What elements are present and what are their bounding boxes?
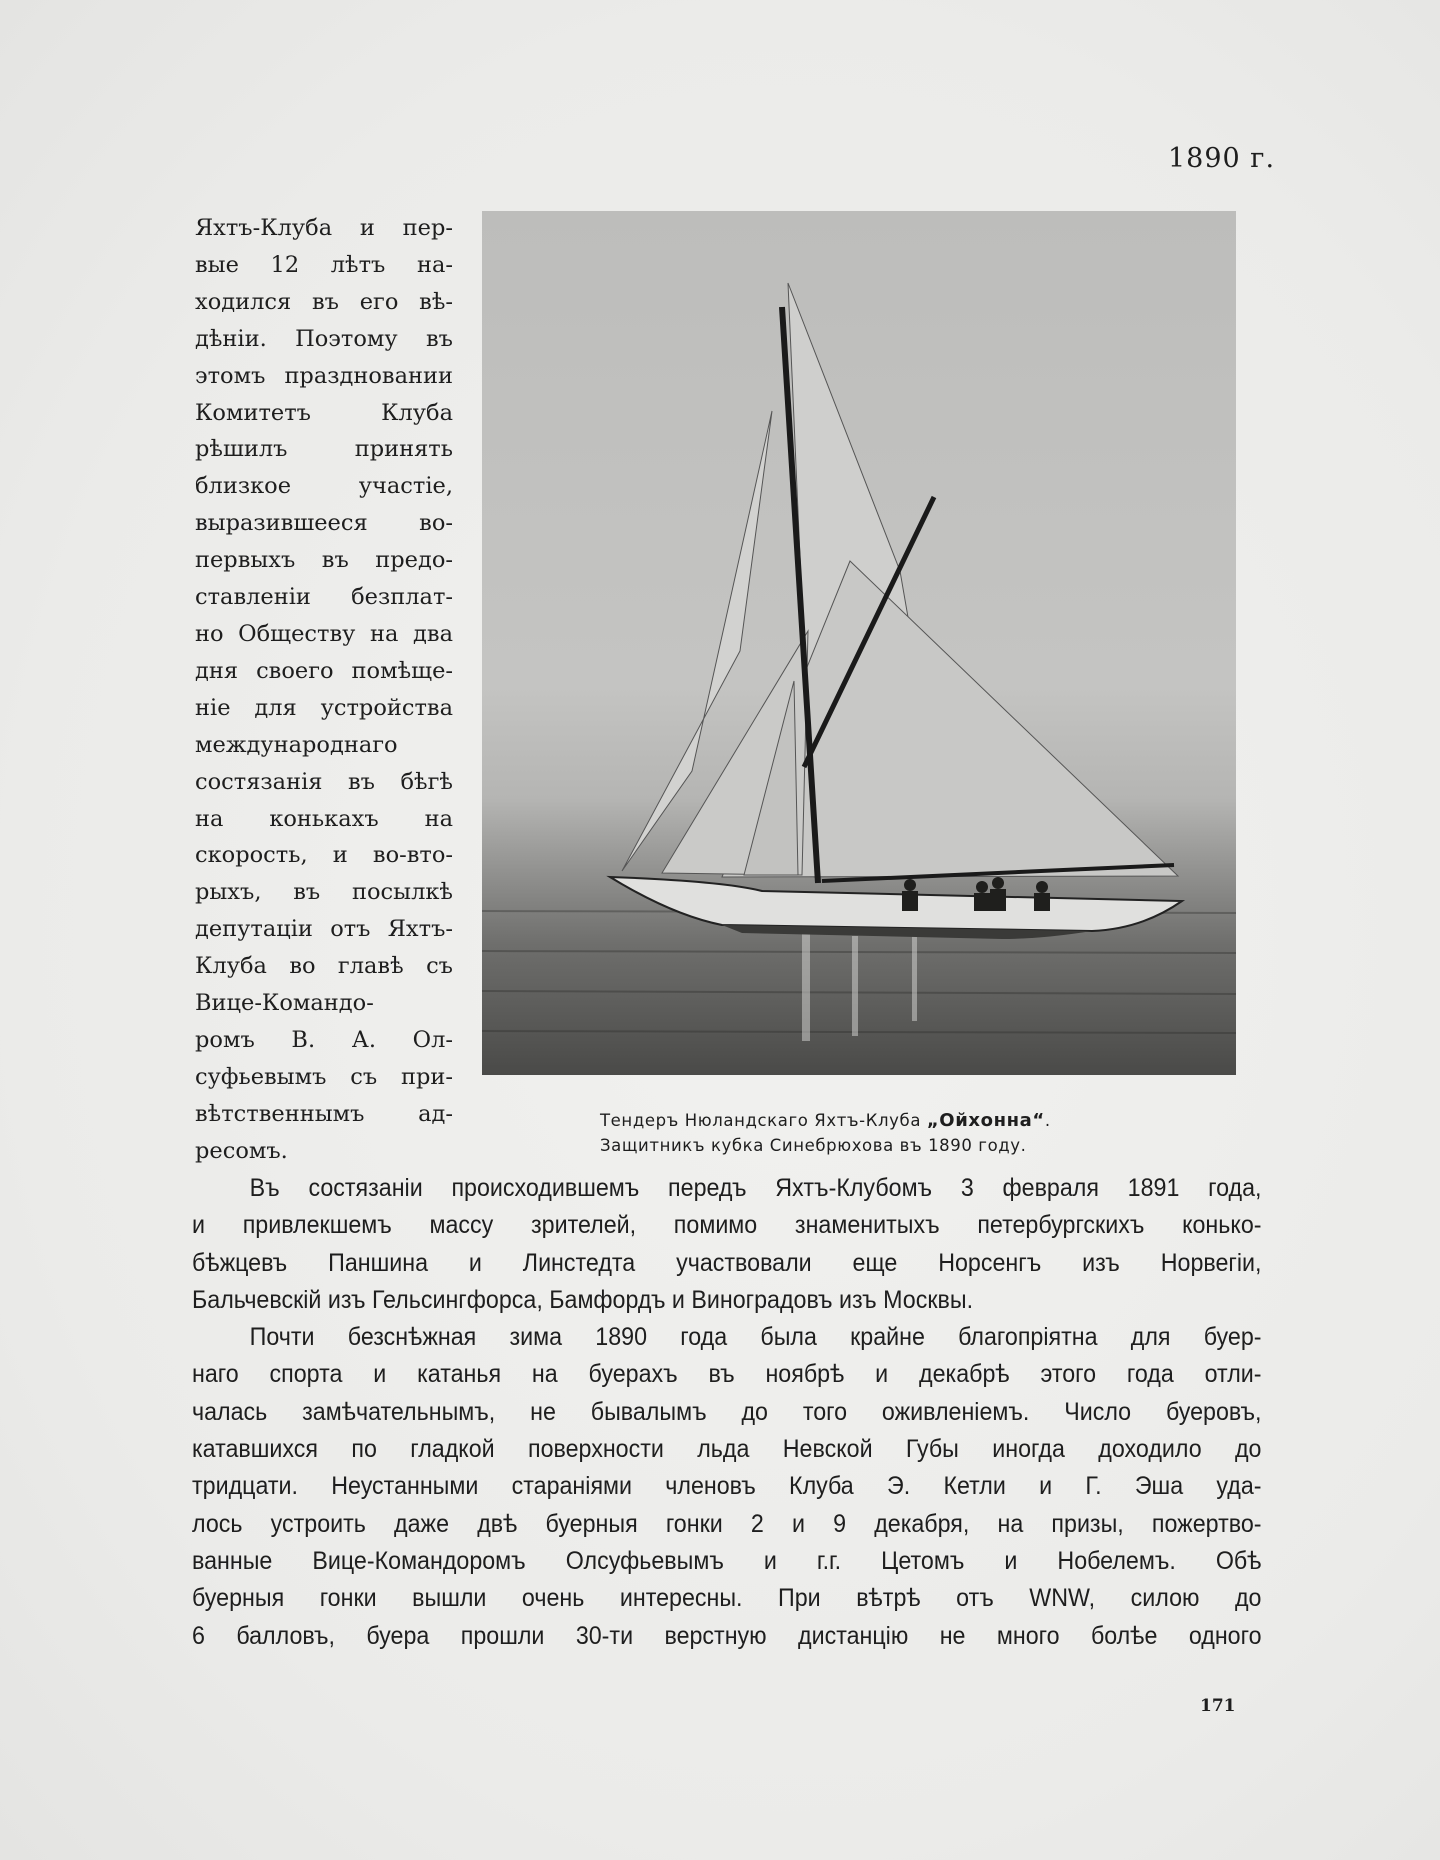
text-line: дня своего помѣще- (195, 657, 453, 684)
text-line: но Обществу на два (195, 620, 453, 647)
text-line: рѣшилъ принять (195, 436, 453, 463)
caption-line-2: Защитникъ кубка Синебрюхова въ 1890 году. (600, 1136, 1027, 1155)
caption-line-1: Тендеръ Нюландскаго Яхтъ-Клуба „Ойхонна“. (600, 1110, 1051, 1131)
paragraph-1 (192, 1170, 1262, 1319)
figure-caption (600, 1108, 1160, 1158)
text-line: рыхъ, въ посылкѣ (195, 879, 453, 906)
text-line: на конькахъ на (195, 805, 453, 832)
text-line: этомъ праздновании (195, 362, 453, 389)
text-line: Вице-Командо- (195, 990, 374, 1017)
yacht-photograph (482, 211, 1236, 1075)
text-line: вые 12 лѣтъ на- (195, 251, 453, 278)
text-line: чалась замѣчательнымъ, не бывалымъ до того оживленiемъ. Число буеровъ, (192, 1397, 1262, 1426)
text-line: 6 балловъ, буера прошли 30-ти верстную дистанцiю не много болѣе одного (192, 1621, 1262, 1650)
text-line: состязанiя въ бѣгѣ (195, 768, 453, 795)
text-line: ресомъ. (195, 1137, 288, 1164)
text-line: вѣтственнымъ ад- (195, 1100, 453, 1127)
text-line: Клуба во главѣ съ (195, 953, 453, 980)
text-line: Яхтъ-Клуба и пер- (195, 215, 453, 241)
running-head-year: 1890 г. (1168, 143, 1276, 174)
text-line: катавшихся по гладкой поверхности льда Невской Губы иногда доходило до (192, 1435, 1262, 1464)
yacht-name: „Ойхонна“ (926, 1110, 1045, 1131)
text-line: буерныя гонки вышли очень интересны. При вѣтрѣ отъ WNW, силою до (192, 1584, 1262, 1613)
page-number: 171 (1200, 1696, 1236, 1716)
text-line: выразившееся во- (195, 510, 453, 537)
text-line: международнаго (195, 731, 398, 758)
main-body-text (192, 1170, 1262, 1655)
text-line: ромъ В. А. Ол- (195, 1026, 453, 1053)
text-line: депутацiи отъ Яхтъ- (195, 916, 453, 943)
text-line: лось устроить даже двѣ буерныя гонки 2 и 9 декабря, на призы, пожертво- (192, 1509, 1262, 1538)
text-line: и привлекшемъ массу зрителей, помимо знаменитыхъ петербургскихъ конько- (192, 1211, 1262, 1240)
text-line: тридцати. Неустанными старанiями членовъ Клуба Э. Кетли и Г. Эша уда- (192, 1472, 1262, 1501)
left-column-text (195, 210, 453, 1170)
text-line: близкое участie, (195, 473, 453, 500)
text-line: суфьевымъ съ при- (195, 1063, 453, 1090)
text-line: Бальчевскiй изъ Гельсингфорса, Бамфордъ и Виноградовъ изъ Москвы. (192, 1285, 974, 1314)
text-line: первыхъ въ предо- (195, 547, 453, 574)
paragraph-2 (192, 1319, 1262, 1655)
text-line: Комитетъ Клуба (195, 399, 453, 426)
text-line: ванные Вице-Командоромъ Олсуфьевымъ и г.г. Цетомъ и Нобелемъ. Обѣ (192, 1546, 1262, 1575)
text-line: бѣжцевъ Паншина и Линстедта участвовали еще Норсенгъ изъ Норвегiи, (192, 1248, 1262, 1277)
text-line: скорость, и во-вто- (195, 842, 453, 869)
text-line: Почти безснѣжная зима 1890 года была крайне благопрiятна для буер- (249, 1323, 1262, 1352)
text-line: нie для устройства (195, 694, 453, 721)
text-line: дѣнiи. Поэтому въ (195, 325, 453, 352)
sailboat-illustration (482, 211, 1236, 1075)
text-line: наго спорта и катанья на буерахъ въ ноябрѣ и декабрѣ этого года отли- (192, 1360, 1262, 1389)
text-line: ставленiи безплат- (195, 584, 453, 611)
text-line: Въ состязанiи происходившемъ передъ Яхтъ-Клубомъ 3 февраля 1891 года, (249, 1174, 1262, 1202)
text-line: ходился въ его вѣ- (195, 288, 453, 315)
